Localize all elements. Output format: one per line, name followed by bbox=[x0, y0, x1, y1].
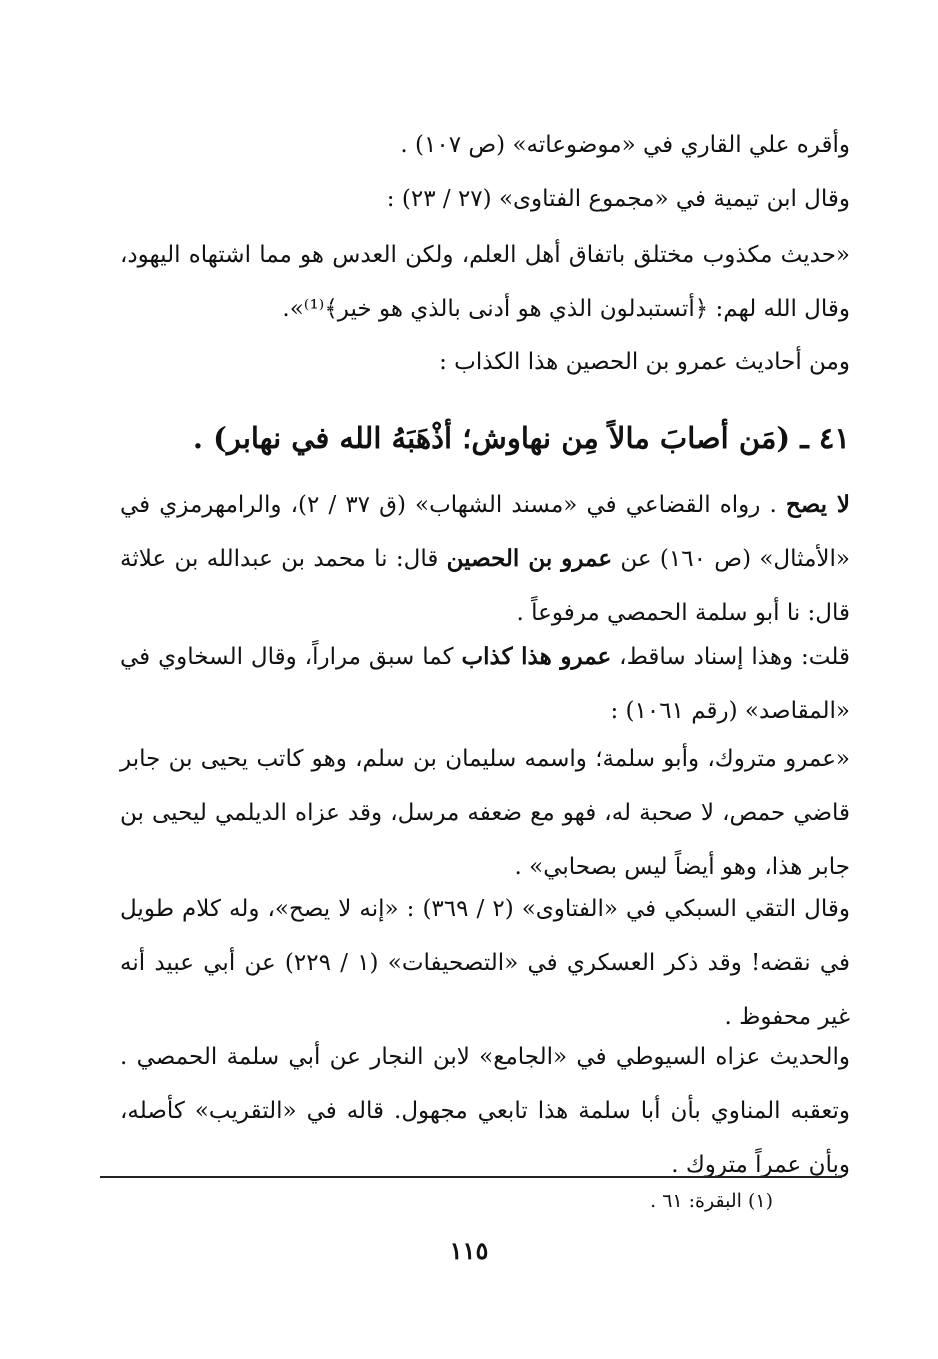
narrator-name: عمرو بن الحصين bbox=[446, 545, 613, 572]
verdict: لا يصح bbox=[785, 491, 850, 518]
hadith-heading: ٤١ ـ (مَن أصابَ مالاً مِن نهاوش؛ أذْهَبَهُ الله في نهابر) . bbox=[192, 421, 850, 455]
takhrij-text-b: قال: نا محمد بن عبدالله بن علاثة قال: نا أبو سلمة الحمصي مرفوعاً . bbox=[120, 546, 850, 626]
paragraph-qari: وأقره علي القاري في «موضوعاته» (ص ١٠٧) . bbox=[400, 132, 850, 158]
quote-ibn-taymiyya: «حديث مكذوب مختلق باتفاق أهل العلم، ولكن العدس هو مما اشتهاه اليهود، وقال الله لهم: ﴿أتستبدلون الذي هو أدنى بالذي هو خير﴾⁽¹⁾». bbox=[120, 242, 850, 322]
qultu-bold: عمرو هذا كذاب bbox=[461, 643, 612, 670]
takhrij-paragraph bbox=[120, 478, 850, 640]
paragraph-amr-hadiths: ومن أحاديث عمرو بن الحصين هذا الكذاب : bbox=[439, 349, 850, 375]
footnote: (١) البقرة: ٦١ . bbox=[650, 1190, 773, 1212]
suyuti-paragraph: والحديث عزاه السيوطي في «الجامع» لابن النجار عن أبي سلمة الحمصي . وتعقبه المناوي بأن أبا سلمة هذا تابعي مجهول. قاله في «التقريب» كأصله، وبأن عمراً متروك . bbox=[120, 1044, 850, 1178]
sakhawi-quote: «عمرو متروك، وأبو سلمة؛ واسمه سليمان بن سلم، وهو كاتب يحيى بن جابر قاضي حمص، لا صحبة له، فهو مع ضعفه مرسل، وقد عزاه الديلمي ليحيى بن جابر هذا، وهو أيضاً ليس بصحابي» . bbox=[120, 746, 850, 880]
qultu-paragraph bbox=[120, 630, 850, 738]
qultu-text-b: كما سبق مراراً، وقال السخاوي في «المقاصد» (رقم ١٠٦١) : bbox=[120, 644, 850, 724]
footnote-divider bbox=[100, 1176, 842, 1178]
page-number: ١١٥ bbox=[449, 1236, 489, 1265]
paragraph-ibn-taymiyya: وقال ابن تيمية في «مجموع الفتاوى» (٢٧ / ٢٣) : bbox=[386, 186, 850, 212]
subki-paragraph: وقال التقي السبكي في «الفتاوى» (٢ / ٣٦٩) : «إنه لا يصح»، وله كلام طويل في نقضه! وقد ذكر العسكري في «التصحيفات» (١ / ٢٢٩) عن أبي عبيد أنه غير محفوظ . bbox=[120, 896, 850, 1030]
qultu-text-a: قلت: وهذا إسناد ساقط، bbox=[611, 644, 850, 670]
takhrij-text-a: . رواه القضاعي في «مسند الشهاب» (ق ٣٧ / ٢)، والرامهرمزي في «الأمثال» (ص ١٦٠) عن bbox=[120, 492, 850, 572]
